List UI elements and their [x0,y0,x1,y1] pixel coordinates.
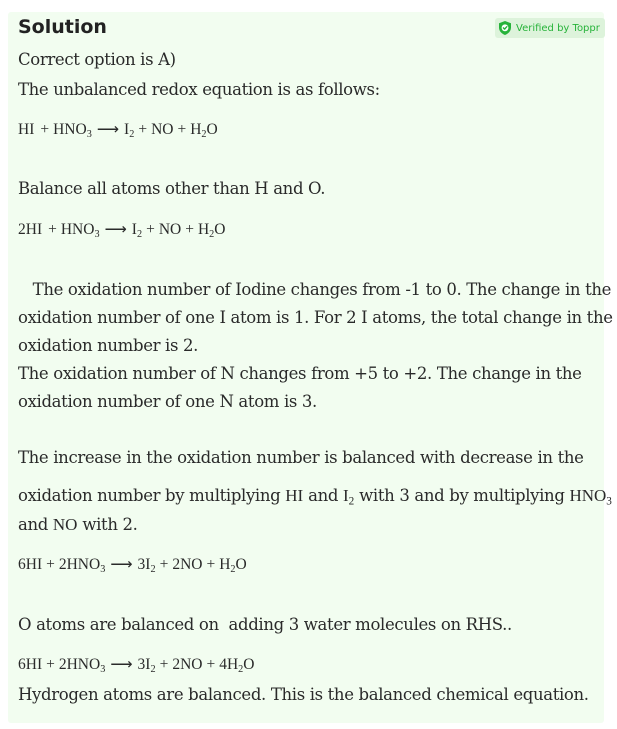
arrow-symbol: ⟶ [110,656,133,673]
intro-text: The unbalanced redox equation is as follows: [18,80,380,99]
eq1-term: HNO [53,121,87,138]
formula-hno3 [569,486,612,508]
conclusion-text: Hydrogen atoms are balanced. This is the balanced chemical equation. [18,685,589,704]
oxidation-iodine-text-2: oxidation number of one I atom is 1. For 2 I atoms, the total change in the [18,308,613,327]
arrow-symbol: ⟶ [110,556,133,573]
eq2-term: H [197,221,210,238]
equation-unbalanced [18,120,218,139]
formula-hi: HI [285,486,304,505]
formula-no: NO [52,515,78,534]
plus-symbol: + [146,221,155,238]
plus-symbol: + [159,656,169,673]
subscript: 2 [201,129,207,141]
balance-explanation-text-3 [18,515,138,535]
eq1-term: H [190,121,202,138]
formula-i2 [342,486,355,508]
subscript: 3 [86,129,92,141]
eq3-term: H [219,556,231,573]
plus-symbol: + [206,656,216,673]
equation-balanced [18,655,254,674]
eq4-term: 2HNO [58,656,101,673]
plus-symbol: + [40,121,50,138]
text-fragment: and [18,515,53,534]
text-fragment: and [303,486,343,505]
subscript: 2 [209,229,215,241]
subscript: 3 [100,564,106,576]
text-fragment: with 2. [77,515,138,534]
eq1-term: I [124,121,130,138]
subscript: 3 [94,229,100,241]
correct-option-text: Correct option is A) [18,50,176,69]
eq3-term: 2NO [172,556,203,573]
oxidation-iodine-text-3: oxidation number is 2. [18,336,199,355]
eq1-term: NO [151,121,174,138]
plus-symbol: + [177,121,187,138]
eq4-term: 3I [137,656,151,673]
verified-badge [495,18,605,38]
plus-symbol: + [46,656,55,673]
oxidation-nitrogen-text: The oxidation number of N changes from +5 to +2. The change in the [18,364,582,383]
eq3-term: 2HNO [58,556,101,573]
text-fragment: oxidation number by multiplying [18,486,286,505]
plus-symbol: + [138,121,148,138]
subscript: 3 [100,664,106,676]
subscript: 2 [129,129,135,141]
balance-explanation-text-2 [18,486,612,506]
equation-step1 [18,220,225,239]
water-molecules-text: O atoms are balanced on adding 3 water molecules on RHS.. [18,615,512,634]
eq3-term: 3I [137,556,151,573]
eq1-term: O [206,121,218,138]
arrow-symbol: ⟶ [96,121,120,138]
plus-symbol: + [159,556,169,573]
solution-title: Solution [18,16,107,38]
eq4-term: 6HI [18,656,43,673]
verified-badge-text: Verified by Toppr [516,22,600,34]
eq2-term: I [131,221,137,238]
plus-symbol: + [48,221,57,238]
subscript: 3 [606,495,612,508]
shield-check-icon [497,20,513,36]
equation-step2 [18,555,247,574]
balance-atoms-text: Balance all atoms other than H and O. [18,179,326,198]
subscript: 2 [150,564,156,576]
formula-symbol: I [342,486,349,505]
eq3-term: O [235,556,247,573]
eq4-term: 4H [219,656,239,673]
subscript: 2 [230,564,236,576]
eq4-term: O [243,656,255,673]
plus-symbol: + [46,556,55,573]
oxidation-iodine-text: The oxidation number of Iodine changes from -1 to 0. The change in the [18,280,612,299]
subscript: 2 [348,495,355,508]
eq2-term: HNO [60,221,95,238]
eq1-term: HI [18,121,35,138]
eq2-term: NO [158,221,182,238]
plus-symbol: + [206,556,216,573]
subscript: 2 [136,229,143,241]
eq4-term: 2NO [172,656,203,673]
eq3-term: 6HI [18,556,43,573]
oxidation-nitrogen-text-2: oxidation number of one N atom is 3. [18,392,317,411]
subscript: 2 [150,664,156,676]
eq2-term: 2HI [18,221,43,238]
arrow-symbol: ⟶ [104,221,127,238]
eq2-term: O [214,221,226,238]
formula-symbol: HNO [569,486,607,505]
text-fragment: with 3 and by multiplying [354,486,570,505]
plus-symbol: + [185,221,194,238]
subscript: 2 [238,664,244,676]
balance-explanation-text: The increase in the oxidation number is balanced with decrease in the [18,448,584,467]
